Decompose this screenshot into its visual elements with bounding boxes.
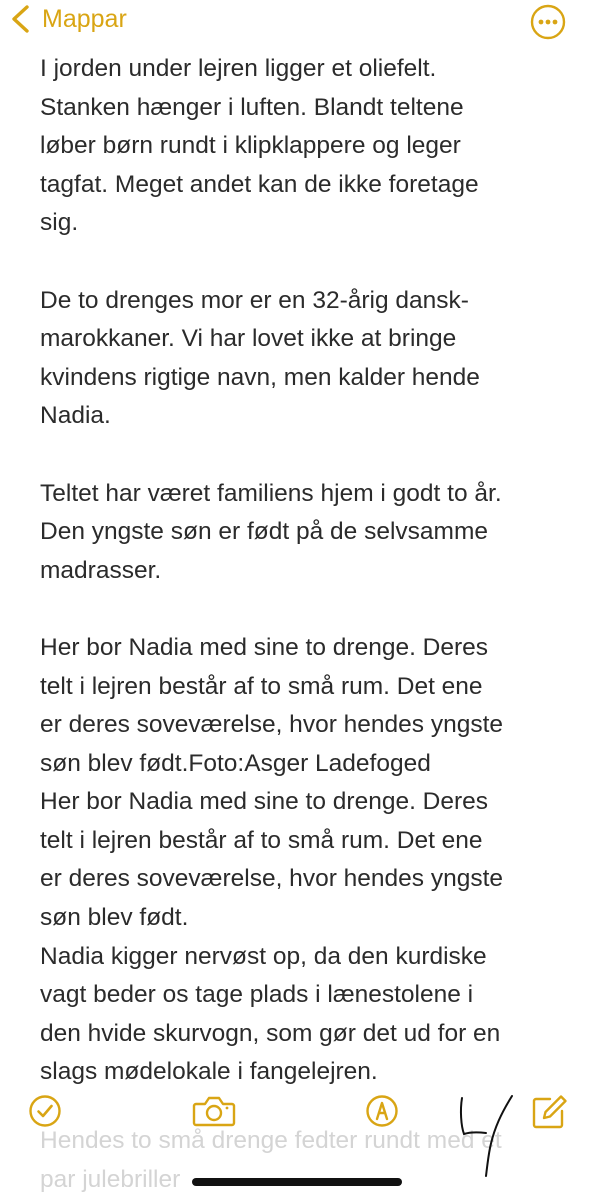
home-indicator <box>192 1178 402 1186</box>
back-button-label: Mappar <box>42 5 127 33</box>
navigation-bar <box>0 0 594 42</box>
chevron-left-icon <box>8 4 34 34</box>
note-paragraph-4: Her bor Nadia med sine to drenge. Deres telt i lejren består af to små rum. Det ene er deres soveværelse, hvor hendes yngste søn blev født.Foto:Asger Ladefoged Her bor Nadia med sine to drenge. Deres telt i lejren består af to små rum. Det ene er deres soveværelse, hvor hendes yngste søn blev født. Nadia kigger nervøst op, da den kurdiske vagt beder os tage plads i lænestolene i den hvide skurvogn, som gør det ud for en slags mødelokale i fangelejren. <box>40 633 504 1086</box>
back-button[interactable] <box>8 2 127 36</box>
markup-pen-icon <box>365 1094 399 1128</box>
note-body[interactable] <box>40 50 560 1086</box>
ellipsis-circle-icon <box>530 4 566 40</box>
more-options-button[interactable] <box>530 4 566 40</box>
checklist-icon <box>28 1094 62 1128</box>
compose-icon <box>530 1094 568 1130</box>
note-paragraph-3: Teltet har været familiens hjem i godt to år. Den yngste søn er født på de selvsamme madrasser. <box>40 479 502 584</box>
camera-icon <box>192 1094 236 1128</box>
note-paragraph-2: De to drenges mor er en 32-årig dansk- marokkaner. Vi har lovet ikke at bringe kvindens rigtige navn, men kalder hende Nadia. <box>40 286 480 430</box>
compose-button[interactable] <box>530 1094 568 1130</box>
note-overflow-text: Hendes to små drenge fedter rundt med et par julebriller <box>40 1127 502 1193</box>
checklist-button[interactable] <box>28 1094 62 1128</box>
note-paragraph-1: I jorden under lejren ligger et oliefelt. Stanken hænger i luften. Blandt teltene løber børn rundt i klipklappere og leger tagfat. Meget andet kan de ikke foretage sig. <box>40 55 479 237</box>
handwritten-scribble <box>448 1088 518 1178</box>
camera-button[interactable] <box>192 1094 236 1128</box>
markup-button[interactable] <box>365 1094 399 1128</box>
